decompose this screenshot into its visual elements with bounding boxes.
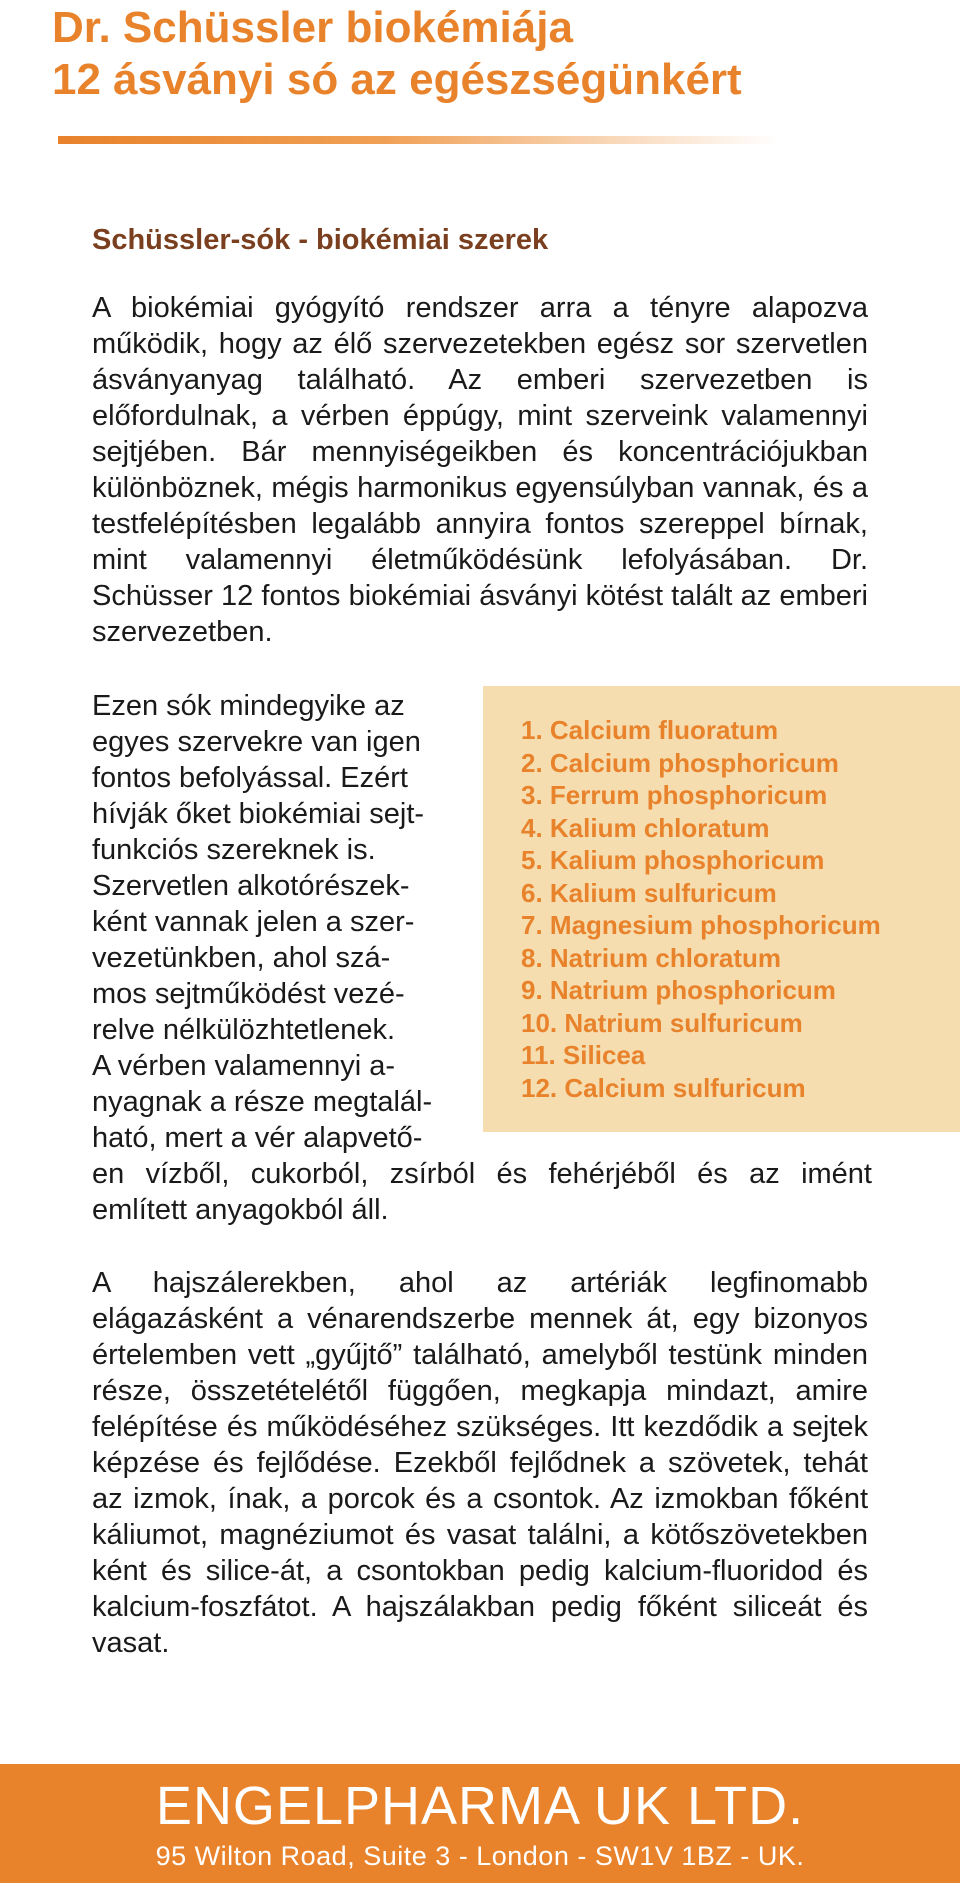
capillary-paragraph: A hajszálerekben, ahol az artériák legfinomabb elágazásként a vénarendszerbe mennek át, egy bizonyos értelemben vett „gyűjtő” található, amelyből testünk minden része, összetételétől függően, megkapja mindazt, amire felépítése és működéséhez szükséges. Itt kezdődik a sejtek képzése és fejlődése. Ezekből fejlődnek a szövetek, tehát az izmok, ínak, a porcok és a csontok. Az izmokban főként káliumot, magnéziumot és vasat találni, a kötőszövetekben ként és silice-át, a csontokban pedig kalcium-fluoridod és kalcium-foszfátot. A hajszálakban pedig főként siliceát és vasat. [92,1267,868,1659]
paragraph-line: egyes szervekre van igen [92,726,421,758]
salt-list-item: 2. Calcium phosphoricum [521,747,839,778]
paragraph-line: említett anyagokból áll. [92,1194,389,1226]
company-name: ENGELPHARMA UK LTD. [155,1776,805,1836]
wrap-paragraph [92,688,872,1228]
paragraph-line: Szervetlen alkotórészek- [92,870,410,902]
paragraph-line: nyagnak a része megtalál- [92,1086,433,1118]
salt-list-item: 3. Ferrum phosphoricum [521,780,828,810]
page-title [52,2,932,106]
salt-list-item: 8. Natrium chloratum [521,942,782,973]
company-address: 95 Wilton Road, Suite 3 - London - SW1V 1BZ - UK. [155,1841,805,1871]
paragraph-line: relve nélkülözhtetlenek. [92,1014,396,1046]
section-subtitle: Schüssler-sók - biokémiai szerek [92,224,549,256]
salt-list-item: 10. Natrium sulfuricum [521,1007,803,1038]
salt-list-item: 11. Silicea [521,1040,646,1070]
salt-list-item: 7. Magnesium phosphoricum [521,910,881,940]
intro-paragraph: A biokémiai gyógyító rendszer arra a tényre alapozva működik, hogy az élő szervezetekben egész sor szervetlen ásványanyag található. Az emberi szervezetben is előfordulnak, a vérben éppúgy, mint szerveink valamennyi sejtjében. Bár mennyiségeikben és koncentrációjukban különböznek, mégis harmonikus egyensúlyban vannak, és a testfelépítésben legalább annyira fontos szereppel bírnak, mint valamennyi életműködésünk lefolyásában. Dr. Schüsser 12 fontos biokémiai ásványi kötést talált az emberi szervezetben. [92,292,868,648]
salt-list-item: 5. Kalium phosphoricum [521,845,825,875]
paragraph-line: en vízből, cukorból, zsírból és fehérjéből és az imént [92,1158,872,1190]
salt-list-item: 6. Kalium sulfuricum [521,877,777,908]
title-divider [58,136,778,144]
salt-list-item: 12. Calcium sulfuricum [521,1072,806,1103]
salt-list-item: 4. Kalium chloratum [521,812,770,843]
title-line-1: Dr. Schüssler biokémiája [52,3,573,52]
paragraph-line: mos sejtműködést vezé- [92,978,405,1010]
paragraph-line: A vérben valamennyi a- [92,1050,396,1082]
paragraph-line: ható, mert a vér alapvető- [92,1122,423,1154]
title-line-2: 12 ásványi só az egészségünkért [52,55,742,104]
footer [0,1764,960,1883]
paragraph-line: vezetünkben, ahol szá- [92,942,391,974]
paragraph-line: Ezen sók mindegyike az [92,690,405,722]
salt-list-item: 1. Calcium fluoratum [521,715,779,745]
paragraph-line: fontos befolyással. Ezért [92,762,408,794]
paragraph-line: hívják őket biokémiai sejt- [92,798,425,830]
salt-list-item: 9. Natrium phosphoricum [521,975,836,1005]
paragraph-line: funkciós szereknek is. [92,834,376,866]
paragraph-line: ként vannak jelen a szer- [92,906,415,938]
